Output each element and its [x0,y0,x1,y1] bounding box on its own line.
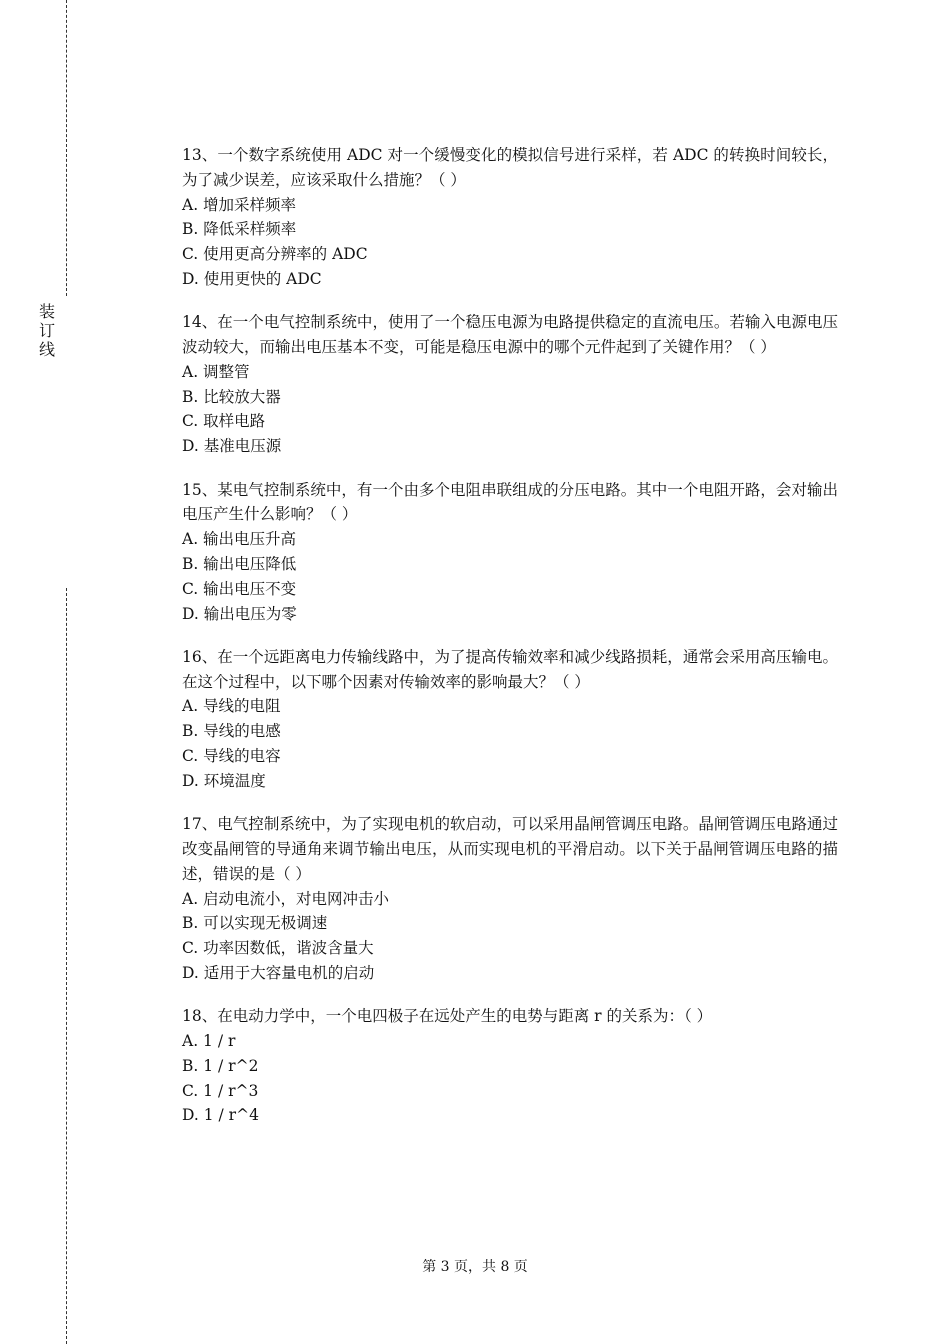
option-d: D. 适用于大容量电机的启动 [182,963,375,982]
option-b: B. 可以实现无极调速 [182,914,328,933]
option-a: A. 增加采样频率 [182,195,297,214]
option-a: A. 启动电流小，对电网冲击小 [182,889,390,908]
question-15 [182,478,838,627]
question-stem: 18、在电动力学中，一个电四极子在远处产生的电势与距离 r 的关系为：（ ） [182,1007,713,1026]
option-c: C. 1 / r^3 [182,1081,259,1100]
question-list [182,143,838,1147]
option-b: B. 降低采样频率 [182,220,297,239]
question-stem: 14、在一个电气控制系统中，使用了一个稳压电源为电路提供稳定的直流电压。若输入电源电压波动较大，而输出电压基本不变，可能是稳压电源中的哪个元件起到了关键作用？（ ） [182,313,838,357]
binding-dashed-line-bottom [66,588,67,1344]
option-b: B. 比较放大器 [182,387,281,406]
option-d: D. 使用更快的 ADC [182,269,322,288]
option-c: C. 使用更高分辨率的 ADC [182,245,368,264]
option-a: A. 1 / r [182,1032,236,1050]
question-13 [182,143,838,292]
option-b: B. 输出电压降低 [182,554,297,573]
page-number-footer: 第 3 页，共 8 页 [422,1259,528,1275]
option-d: D. 输出电压为零 [182,604,297,623]
question-stem: 16、在一个远距离电力传输线路中，为了提高传输效率和减少线路损耗，通常会采用高压输电。在这个过程中，以下哪个因素对传输效率的影响最大？（ ） [182,647,838,691]
question-14 [182,310,838,459]
option-a: A. 导线的电阻 [182,697,281,716]
option-b: B. 1 / r^2 [182,1056,259,1075]
question-stem: 15、某电气控制系统中，有一个由多个电阻串联组成的分压电路。其中一个电阻开路，会对输出电压产生什么影响？（ ） [182,480,838,524]
question-16 [182,645,838,794]
option-c: C. 输出电压不变 [182,579,297,598]
question-17 [182,812,838,986]
option-b: B. 导线的电感 [182,722,281,741]
question-18 [182,1004,838,1128]
option-c: C. 取样电路 [182,412,266,431]
option-d: D. 基准电压源 [182,437,282,456]
binding-label: 装订线 [38,302,55,359]
binding-dashed-line-top [66,0,67,296]
option-c: C. 导线的电容 [182,747,281,766]
option-a: A. 调整管 [182,362,250,381]
option-c: C. 功率因数低，谐波含量大 [182,939,374,958]
question-stem: 17、电气控制系统中，为了实现电机的软启动，可以采用晶闸管调压电路。晶闸管调压电路通过改变晶闸管的导通角来调节输出电压，从而实现电机的平滑启动。以下关于晶闸管调压电路的描述，错误的是（ ） [182,815,838,883]
option-d: D. 1 / r^4 [182,1106,259,1125]
option-d: D. 环境温度 [182,771,266,790]
question-stem: 13、一个数字系统使用 ADC 对一个缓慢变化的模拟信号进行采样，若 ADC 的转换时间较长，为了减少误差，应该采取什么措施？（ ） [182,146,838,189]
option-a: A. 输出电压升高 [182,530,297,549]
